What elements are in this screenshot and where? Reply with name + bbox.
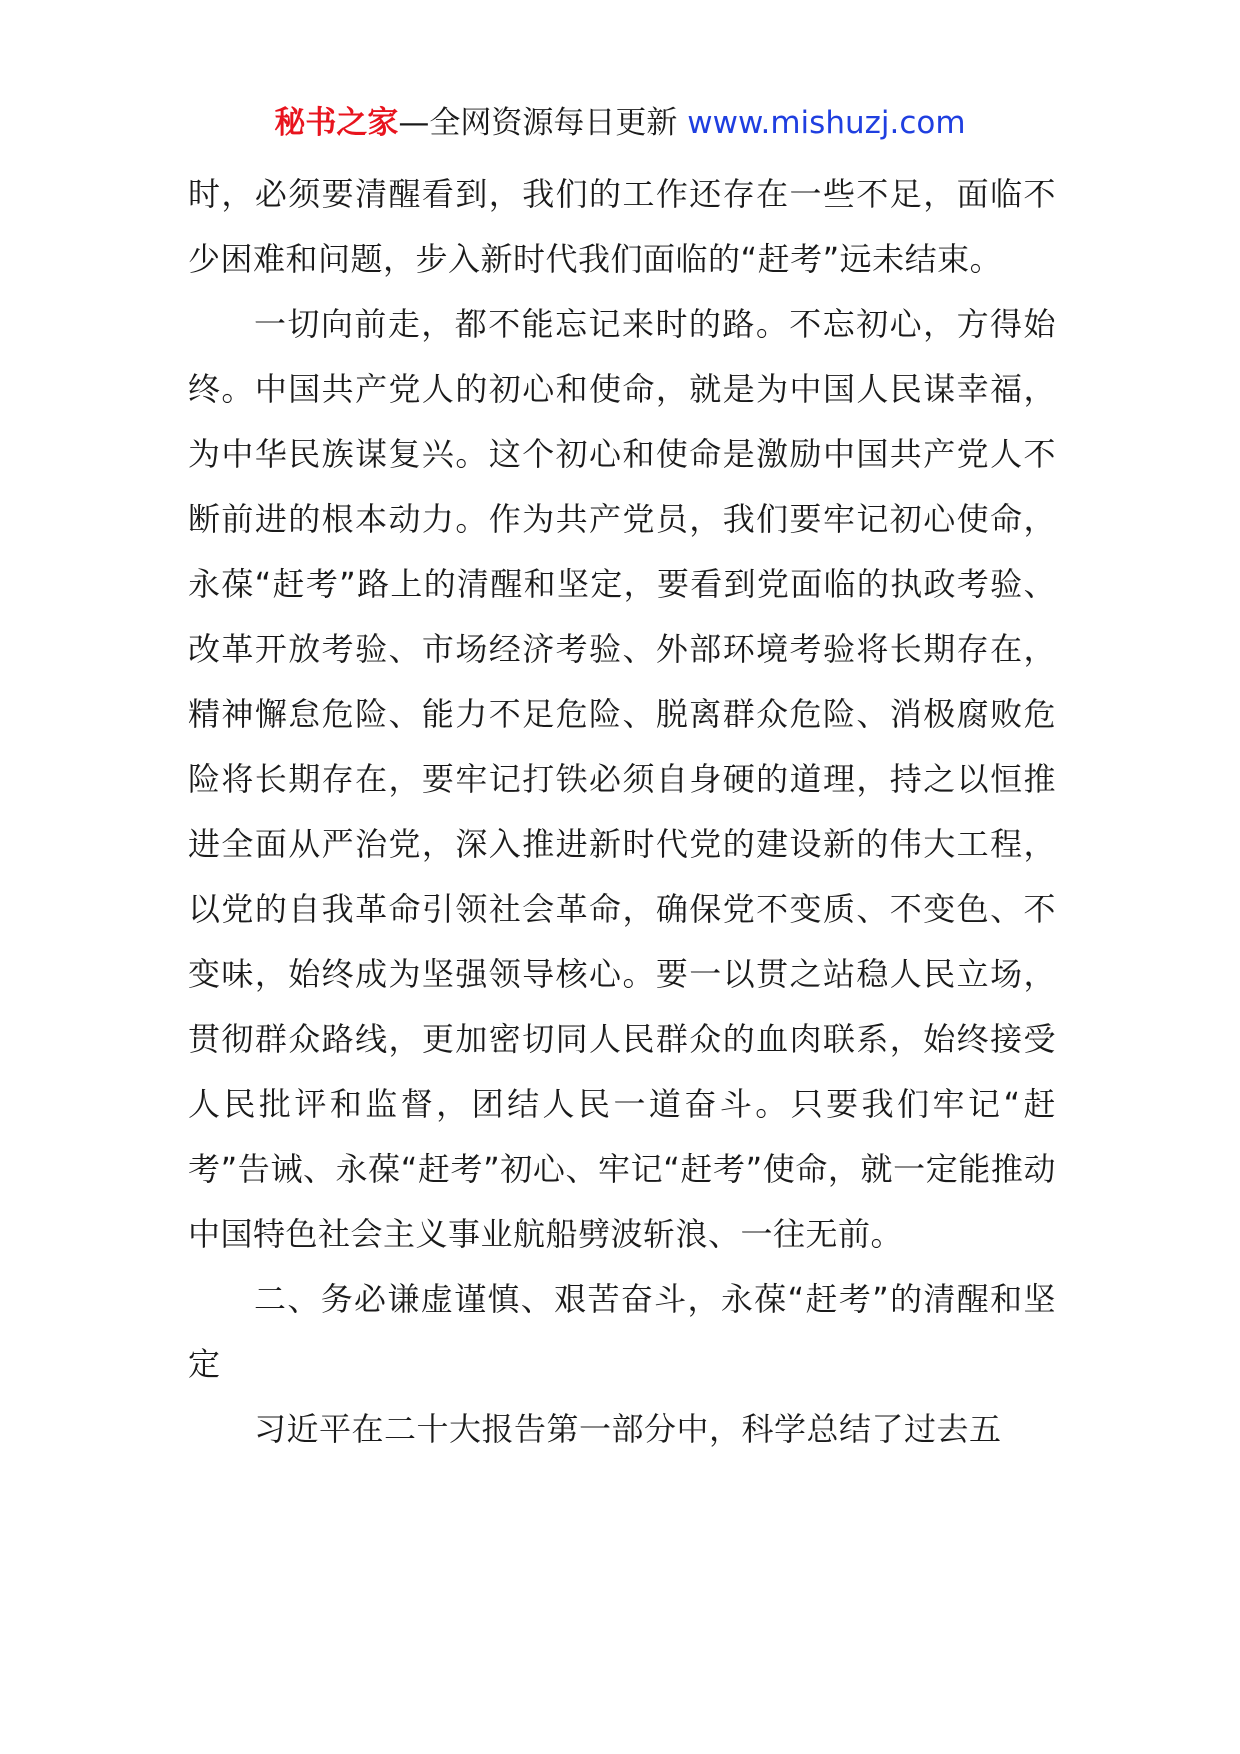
site-url-link[interactable]: www.mishuzj.com: [687, 105, 966, 141]
section-heading: 二、务必谦虚谨慎、艰苦奋斗，永葆“赶考”的清醒和坚定: [188, 1280, 1056, 1383]
brand-name: 秘书之家: [274, 105, 399, 141]
paragraph-continued: 时，必须要清醒看到，我们的工作还存在一些不足，面临不少困难和问题，步入新时代我们面临的“赶考”远未结束。: [188, 175, 1056, 278]
paragraph: 习近平在二十大报告第一部分中，科学总结了过去五: [254, 1410, 1002, 1448]
document-body: [188, 162, 1056, 1462]
header-tagline: —全网资源每日更新: [398, 105, 688, 141]
page-header: [0, 101, 1240, 145]
paragraph: 一切向前走，都不能忘记来时的路。不忘初心，方得始终。中国共产党人的初心和使命，就是为中国人民谋幸福，为中华民族谋复兴。这个初心和使命是激励中国共产党人不断前进的根本动力。作为共产党员，我们要牢记初心使命，永葆“赶考”路上的清醒和坚定，要看到党面临的执政考验、改革开放考验、市场经济考验、外部环境考验将长期存在，精神懈怠危险、能力不足危险、脱离群众危险、消极腐败危险将长期存在，要牢记打铁必须自身硬的道理，持之以恒推进全面从严治党，深入推进新时代党的建设新的伟大工程，以党的自我革命引领社会革命，确保党不变质、不变色、不变味，始终成为坚强领导核心。要一以贯之站稳人民立场，贯彻群众路线，更加密切同人民群众的血肉联系，始终接受人民批评和监督，团结人民一道奋斗。只要我们牢记“赶考”告诫、永葆“赶考”初心、牢记“赶考”使命，就一定能推动中国特色社会主义事业航船劈波斩浪、一往无前。: [188, 305, 1056, 1253]
